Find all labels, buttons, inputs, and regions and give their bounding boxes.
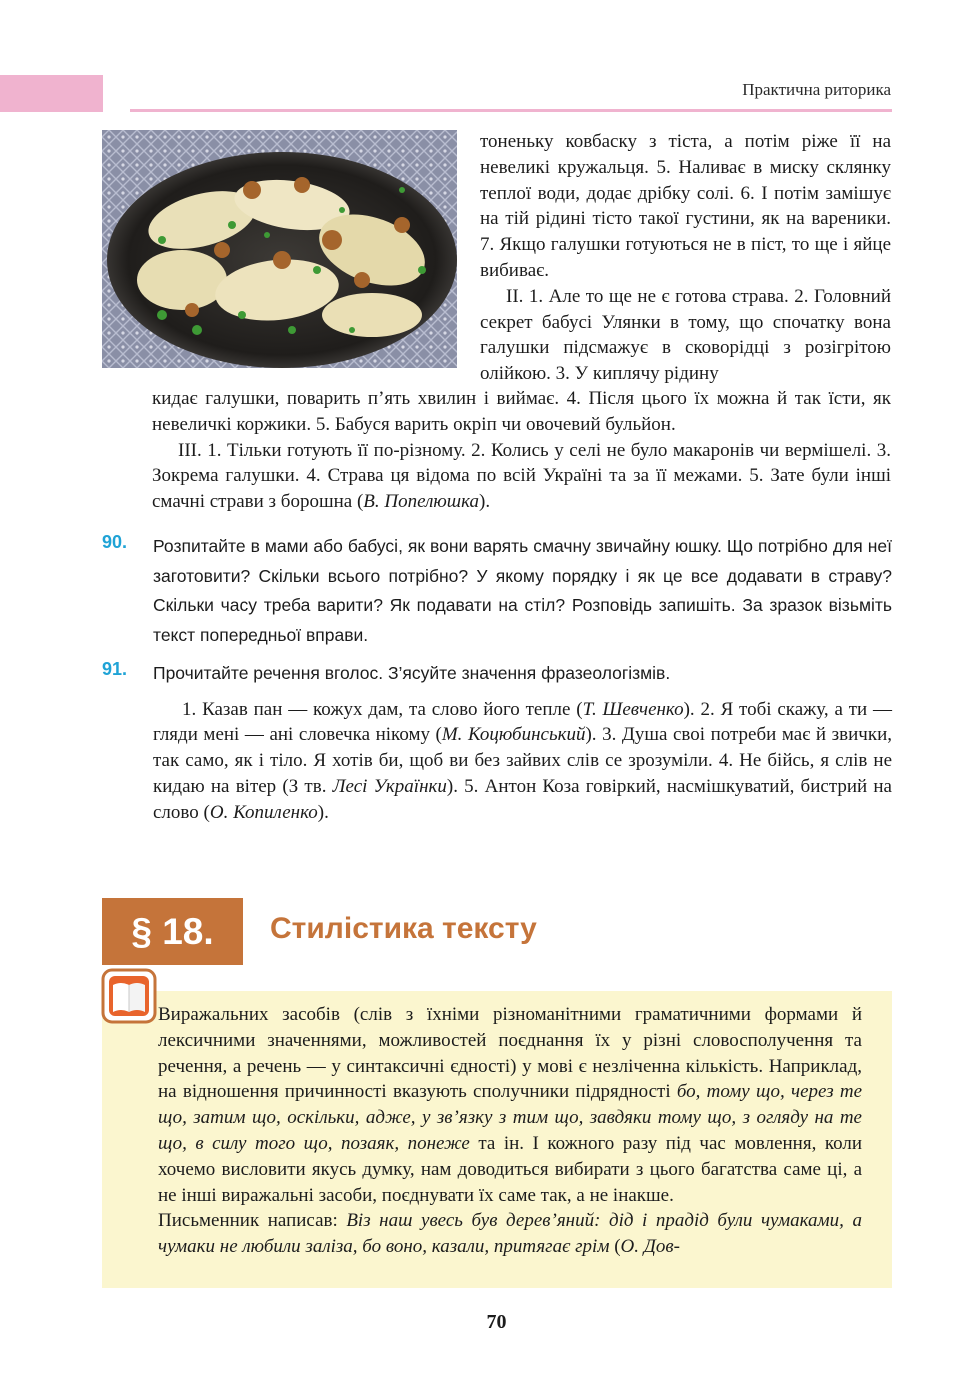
author-name: В. Попелюшка	[363, 491, 480, 513]
theory-paragraph-2: Письменник написав: Віз наш увесь був дерев’яний: дід і прадід були чумаками, а чумаки не любили заліза, бо воно, казали, притягає грім (О. Дов-	[158, 1210, 862, 1258]
task-number: 90.	[102, 532, 128, 552]
task-number: 91.	[102, 659, 128, 679]
galushky-photo	[102, 130, 457, 368]
task-text: Розпитайте в мами або бабусі, як вони варять смачну звичайну юшку. Що потрібно для неї заготовити? Скільки всього потрібно? У якому порядку і як це все додавати в страву? Скільки часу треба варити? Як подавати на стіл? Розповідь запишіть. За зразок візьміть текст попередньої вправи.	[153, 536, 892, 645]
theory-text	[158, 1002, 862, 1260]
exercise-paragraph-2: ІІ. 1. Але то ще не є готова страва. 2. Головний секрет бабусі Улянки в тому, що спочатку вона галушки підсмажує в сковорідці з розігрітою олійкою. 3. У киплячу рідину	[480, 285, 891, 385]
exercise-text-full	[152, 386, 891, 515]
task-91	[102, 659, 892, 825]
exercise-paragraph-1: тоненьку ковбаску з тіста, а потім ріже її на невеликі кружальця. 5. Наливає в миску склянку теплої води, додає дрібку солі. 6. І потім замішує на тій рідині тісто такої густини, як на вареники. 7. Якщо галушки готуються не в піст, то ще і яйце вибиває.	[480, 131, 891, 281]
task-90	[102, 532, 892, 650]
theory-paragraph-1: Виражальних засобів (слів з їхніми різноманітними граматичними формами й лексичними значеннями, можливостей поєднання їх у різні словосполучення та речення, а речень — у синтаксичні єдності) у мові є незліченна кількість. Наприклад, на відношення причинності вказують сполучники підрядності бо, тому що, через те що, затим що, оскільки, адже, у зв’язку з тим що, завдяки тому що, з огляду на те що, в силу того що, позаяк, понеже та ін. І кожного разу під час мовлення, коли хочемо висловити якусь думку, нам доводиться вибирати з цього багатства саме ці, а не інші виражальні засоби, поєднувати їх саме так, а не інакше.	[158, 1004, 863, 1206]
book-icon	[101, 968, 157, 1024]
header-rule	[130, 109, 892, 112]
exercise-text-wrapped	[480, 129, 891, 387]
task-text: Прочитайте речення вголос. З’ясуйте значення фразеологізмів.	[153, 663, 671, 683]
exercise-paragraph-3: ІІІ. 1. Тільки готують її по-різному. 2. Колись у селі не було макаронів чи вермішелі. 3. Зокрема галушки. 4. Страва ця відома по всій Україні та за її межами. 5. Зате були інші смачні страви з борошна (В. Попелюшка).	[152, 439, 891, 513]
chapter-tab	[0, 75, 103, 112]
page-number: 70	[486, 1311, 507, 1333]
exercise-paragraph-2-continued: кидає галушки, поварить п’ять хвилин і виймає. 4. Після цього їх можна й так їсти, як невеличкі коржики. 5. Бабуся варить окріп чи овочевий бульйон.	[152, 388, 891, 435]
task-91-sentences: 1. Казав пан — кожух дам, та слово його тепле (Т. Шевченко). 2. Я тобі скажу, а ти — гляди мені — ані словечка нікому (М. Коцюбинський). 3. Душа своі потреби має й звички, так само, як і тіло. Я хотів би, щоб ви без зайвих слів се зрозуміли. 4. Не бійсь, я слів не кидаю на вітер (З тв. Лесі Українки). 5. Антон Коза говіркий, насмішкуватий, бистрий на слово (О. Копиленко).	[153, 698, 892, 823]
section-badge	[102, 898, 243, 965]
section-number: § 18.	[131, 911, 214, 952]
section-title: Стилістика тексту	[270, 912, 537, 945]
running-header: Практична риторика	[742, 80, 891, 99]
